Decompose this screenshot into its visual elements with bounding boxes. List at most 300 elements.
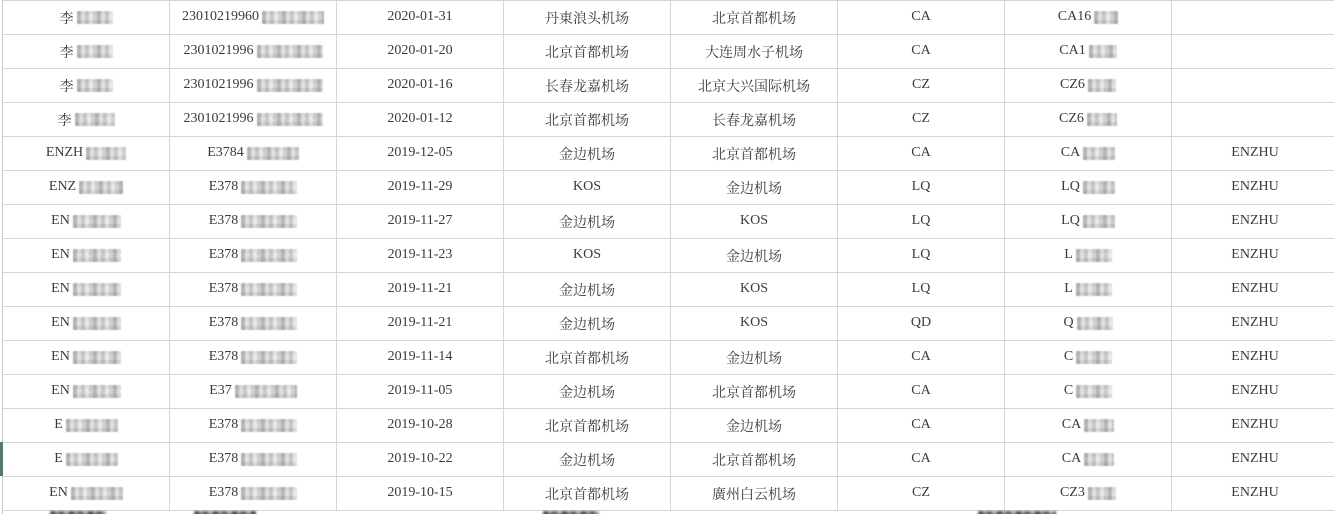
cell-text: CA [1061, 417, 1082, 433]
cell-text: E378 [208, 179, 239, 195]
cell-text: E378 [208, 485, 239, 501]
cell-id_no[interactable] [170, 443, 337, 477]
cell-id_no[interactable] [170, 375, 337, 409]
redaction-mosaic [73, 249, 121, 262]
redaction-mosaic [1089, 45, 1117, 58]
cell-text: E37 [209, 383, 232, 399]
cell-name[interactable] [3, 137, 170, 171]
redaction-mosaic [66, 453, 118, 466]
cell-text: E [54, 417, 63, 433]
cell-arrival[interactable] [671, 171, 838, 205]
redaction-mosaic [75, 113, 115, 126]
cell-airline[interactable] [838, 35, 1005, 69]
cell-text: 北京首都机场 [545, 45, 629, 61]
redaction-mosaic [1094, 11, 1118, 24]
redaction-mosaic [1076, 385, 1112, 398]
cell-arrival[interactable] [671, 35, 838, 69]
cell-text: 2019-11-21 [387, 281, 453, 297]
cell-text: ENZHU [1231, 383, 1279, 399]
cell-flight[interactable] [1005, 69, 1172, 103]
cell-text: 金边机场 [559, 283, 615, 299]
cell-text: 2019-11-29 [387, 179, 453, 195]
cell-date[interactable] [337, 239, 504, 273]
cell-text: CA [911, 9, 931, 25]
table-row [3, 375, 1334, 409]
cell-date[interactable] [337, 137, 504, 171]
cell-text: ENZ [48, 179, 77, 195]
cell-flight[interactable] [1005, 409, 1172, 443]
redaction-mosaic [1084, 419, 1114, 432]
table-row [3, 1, 1334, 35]
cell-text: E3784 [207, 145, 244, 161]
cell-text: EN [51, 383, 70, 399]
cell-text: KOS [739, 213, 768, 229]
cell-text: E [54, 451, 63, 467]
cell-text: E378 [208, 451, 239, 467]
cell-departure[interactable] [504, 69, 671, 103]
cell-text: 2019-11-27 [387, 213, 453, 229]
table-left-border [2, 0, 3, 514]
cell-text: EN [49, 485, 68, 501]
cell-text: 北京首都机场 [545, 351, 629, 367]
cell-text: C [1063, 383, 1074, 399]
cell-date[interactable] [337, 69, 504, 103]
cell-text: CZ6 [1060, 77, 1085, 93]
cell-departure[interactable] [504, 137, 671, 171]
redaction-mosaic [73, 351, 121, 364]
cell-text: 北京首都机场 [545, 487, 629, 503]
cell-departure[interactable] [504, 171, 671, 205]
cell-text: ENZHU [1231, 179, 1279, 195]
cell-id_no[interactable] [170, 205, 337, 239]
cell-text: E378 [208, 281, 239, 297]
cell-text: 李 [57, 113, 72, 129]
cell-departure[interactable] [504, 341, 671, 375]
cell-text: EN [51, 281, 70, 297]
table-row [3, 239, 1334, 273]
cell-text: QD [910, 315, 932, 331]
cell-departure[interactable] [504, 205, 671, 239]
cell-date[interactable] [337, 205, 504, 239]
cell-airline[interactable] [838, 409, 1005, 443]
cell-text: KOS [572, 179, 601, 195]
cell-agent[interactable] [1172, 103, 1334, 137]
redaction-mosaic [241, 419, 297, 432]
cell-date[interactable] [337, 103, 504, 137]
cell-text: 金边机场 [559, 453, 615, 469]
cell-text: 北京首都机场 [545, 113, 629, 129]
cell-date[interactable] [337, 341, 504, 375]
cell-flight[interactable] [1005, 1, 1172, 35]
cell-agent[interactable] [1172, 239, 1334, 273]
table-row [3, 307, 1334, 341]
cell-agent[interactable] [1172, 375, 1334, 409]
cell-date[interactable] [337, 171, 504, 205]
cell-airline[interactable] [838, 239, 1005, 273]
redaction-mosaic [86, 147, 126, 160]
cell-date[interactable] [337, 1, 504, 35]
cell-airline[interactable] [838, 443, 1005, 477]
cell-arrival[interactable] [671, 307, 838, 341]
cell-arrival[interactable] [671, 137, 838, 171]
cell-flight[interactable] [1005, 273, 1172, 307]
cell-text: E378 [208, 417, 239, 433]
cell-text: EN [51, 213, 70, 229]
cell-text: KOS [572, 247, 601, 263]
redaction-mosaic [257, 45, 323, 58]
cell-text: L [1064, 281, 1073, 297]
cell-departure[interactable] [504, 477, 671, 511]
table-row [3, 341, 1334, 375]
cell-flight[interactable] [1005, 103, 1172, 137]
cell-text: 北京首都机场 [712, 385, 796, 401]
cell-id_no[interactable] [170, 341, 337, 375]
redaction-mosaic [73, 283, 121, 296]
cell-arrival[interactable] [671, 375, 838, 409]
cell-text: 金边机场 [726, 249, 782, 265]
table-row [3, 35, 1334, 69]
redaction-mosaic [235, 385, 297, 398]
cell-text: CZ [912, 77, 930, 93]
cell-text: 2019-11-21 [387, 315, 453, 331]
cell-text: ENZHU [1231, 417, 1279, 433]
cell-flight[interactable] [1005, 137, 1172, 171]
redaction-mosaic [77, 11, 113, 24]
cell-text: 2020-01-16 [387, 77, 453, 93]
cell-text: E378 [208, 247, 239, 263]
cell-name[interactable] [3, 375, 170, 409]
cell-text: ENZHU [1231, 451, 1279, 467]
cell-arrival[interactable] [671, 273, 838, 307]
cell-departure[interactable] [504, 103, 671, 137]
cell-text: CA [911, 349, 931, 365]
cell-arrival[interactable] [671, 103, 838, 137]
cell-departure[interactable] [504, 409, 671, 443]
cell-text: KOS [739, 315, 768, 331]
cell-airline[interactable] [838, 103, 1005, 137]
cell-arrival[interactable] [671, 341, 838, 375]
cell-text: 北京首都机场 [545, 419, 629, 435]
cell-id_no[interactable] [170, 409, 337, 443]
cell-text: 金边机场 [726, 419, 782, 435]
cell-text: ENZHU [1231, 247, 1279, 263]
cell-agent[interactable] [1172, 171, 1334, 205]
cell-agent[interactable] [1172, 443, 1334, 477]
cell-name[interactable] [3, 35, 170, 69]
cell-text: 北京首都机场 [712, 147, 796, 163]
cell-text: 金边机场 [726, 351, 782, 367]
cell-airline[interactable] [838, 341, 1005, 375]
cell-text: CA [1061, 451, 1082, 467]
cell-text: ENZHU [1231, 485, 1279, 501]
redaction-mosaic [77, 79, 113, 92]
redaction-mosaic [1076, 283, 1112, 296]
cell-text: 长春龙嘉机场 [712, 113, 796, 129]
redaction-mosaic [241, 215, 297, 228]
cell-text: L [1064, 247, 1073, 263]
cell-name[interactable] [3, 409, 170, 443]
cell-id_no[interactable] [170, 239, 337, 273]
cell-text: ENZH [45, 145, 84, 161]
cell-text: 2020-01-20 [387, 43, 453, 59]
redaction-mosaic [257, 79, 323, 92]
redaction-mosaic [241, 181, 297, 194]
cell-text: LQ [1061, 213, 1080, 229]
cell-text: E378 [208, 349, 239, 365]
cell-text: 金边机场 [726, 181, 782, 197]
cell-text: CA16 [1057, 9, 1092, 25]
cell-text: LQ [911, 213, 931, 229]
cell-departure[interactable] [504, 307, 671, 341]
cell-agent[interactable] [1172, 35, 1334, 69]
cell-text: 金边机场 [559, 147, 615, 163]
cell-text: ENZHU [1231, 213, 1279, 229]
cell-name[interactable] [3, 69, 170, 103]
cell-text: CA [1060, 145, 1081, 161]
cell-id_no[interactable] [170, 137, 337, 171]
cell-text: 2019-10-22 [387, 451, 453, 467]
cell-text: 金边机场 [559, 215, 615, 231]
redaction-mosaic [1077, 317, 1113, 330]
cell-departure[interactable] [504, 443, 671, 477]
cell-agent[interactable] [1172, 1, 1334, 35]
cell-arrival[interactable] [671, 409, 838, 443]
redaction-mosaic [1088, 487, 1116, 500]
cell-flight[interactable] [1005, 171, 1172, 205]
cell-name[interactable] [3, 239, 170, 273]
redaction-mosaic [1084, 453, 1114, 466]
cell-text: 廣州白云机场 [712, 487, 796, 503]
cell-text: Q [1063, 315, 1074, 331]
redaction-mosaic [1076, 351, 1112, 364]
table-row [3, 205, 1334, 239]
flight-records-table [2, 0, 1334, 511]
cell-text: 2019-10-28 [387, 417, 453, 433]
cell-text: 李 [59, 11, 74, 27]
cell-date[interactable] [337, 477, 504, 511]
cell-agent[interactable] [1172, 205, 1334, 239]
table-row [3, 273, 1334, 307]
cell-arrival[interactable] [671, 1, 838, 35]
cell-date[interactable] [337, 443, 504, 477]
cell-departure[interactable] [504, 375, 671, 409]
cell-name[interactable] [3, 443, 170, 477]
cell-airline[interactable] [838, 307, 1005, 341]
table-row [3, 103, 1334, 137]
redaction-mosaic [1083, 215, 1115, 228]
cell-text: KOS [739, 281, 768, 297]
cell-text: 2019-11-23 [387, 247, 453, 263]
redaction-mosaic [66, 419, 118, 432]
cell-flight[interactable] [1005, 239, 1172, 273]
cell-text: 2020-01-12 [387, 111, 453, 127]
redaction-mosaic [1087, 113, 1117, 126]
cell-flight[interactable] [1005, 443, 1172, 477]
cell-text: 2019-11-05 [387, 383, 453, 399]
redaction-mosaic [241, 351, 297, 364]
redaction-mosaic [247, 147, 299, 160]
redaction-mosaic [241, 317, 297, 330]
cell-text: ENZHU [1231, 349, 1279, 365]
cell-text: CA [911, 43, 931, 59]
cell-flight[interactable] [1005, 205, 1172, 239]
cell-text: 李 [59, 79, 74, 95]
redaction-mosaic [257, 113, 323, 126]
cell-text: 北京首都机场 [712, 11, 796, 27]
cell-airline[interactable] [838, 1, 1005, 35]
redaction-mosaic [241, 249, 297, 262]
cell-text: 金边机场 [559, 317, 615, 333]
cell-id_no[interactable] [170, 1, 337, 35]
cell-airline[interactable] [838, 375, 1005, 409]
cell-date[interactable] [337, 409, 504, 443]
redaction-mosaic [73, 317, 121, 330]
cell-id_no[interactable] [170, 171, 337, 205]
table-row [3, 477, 1334, 511]
table-row [3, 409, 1334, 443]
cell-id_no[interactable] [170, 35, 337, 69]
redaction-mosaic [73, 215, 121, 228]
cell-arrival[interactable] [671, 477, 838, 511]
cell-text: EN [51, 315, 70, 331]
cell-text: 2019-10-15 [387, 485, 453, 501]
cell-text: LQ [1061, 179, 1080, 195]
cell-date[interactable] [337, 307, 504, 341]
cell-date[interactable] [337, 273, 504, 307]
cell-text: ENZHU [1231, 315, 1279, 331]
cell-text: 北京大兴国际机场 [698, 79, 810, 95]
cell-airline[interactable] [838, 273, 1005, 307]
cell-airline[interactable] [838, 171, 1005, 205]
cell-name[interactable] [3, 477, 170, 511]
redaction-mosaic [262, 11, 324, 24]
cell-text: CZ [912, 485, 930, 501]
cell-id_no[interactable] [170, 103, 337, 137]
cell-name[interactable] [3, 205, 170, 239]
redaction-mosaic [241, 283, 297, 296]
redaction-mosaic [1088, 79, 1116, 92]
table-row [3, 137, 1334, 171]
cell-flight[interactable] [1005, 35, 1172, 69]
cell-id_no[interactable] [170, 273, 337, 307]
cell-date[interactable] [337, 375, 504, 409]
cell-departure[interactable] [504, 1, 671, 35]
cell-text: CA [911, 383, 931, 399]
cell-arrival[interactable] [671, 443, 838, 477]
cell-text: CZ6 [1059, 111, 1084, 127]
redaction-mosaic [1083, 147, 1115, 160]
cell-airline[interactable] [838, 205, 1005, 239]
redaction-mosaic [73, 385, 121, 398]
cell-flight[interactable] [1005, 477, 1172, 511]
cell-name[interactable] [3, 103, 170, 137]
cell-text: 大连周水子机场 [705, 45, 803, 61]
cell-agent[interactable] [1172, 341, 1334, 375]
cell-id_no[interactable] [170, 307, 337, 341]
row-selection-marker [0, 442, 3, 476]
cell-name[interactable] [3, 341, 170, 375]
cell-text: CA [911, 145, 931, 161]
cell-departure[interactable] [504, 35, 671, 69]
cell-name[interactable] [3, 1, 170, 35]
cell-name[interactable] [3, 273, 170, 307]
cell-text: CZ [912, 111, 930, 127]
table-row [3, 171, 1334, 205]
cell-text: EN [51, 349, 70, 365]
cell-departure[interactable] [504, 273, 671, 307]
cell-id_no[interactable] [170, 477, 337, 511]
cell-agent[interactable] [1172, 69, 1334, 103]
redaction-mosaic [241, 453, 297, 466]
cell-flight[interactable] [1005, 341, 1172, 375]
cell-text: 北京首都机场 [712, 453, 796, 469]
cell-text: 23010219960 [182, 9, 259, 25]
cell-agent[interactable] [1172, 307, 1334, 341]
cell-flight[interactable] [1005, 375, 1172, 409]
cell-airline[interactable] [838, 477, 1005, 511]
redaction-mosaic [1076, 249, 1112, 262]
cell-text: ENZHU [1231, 145, 1279, 161]
table-body [3, 1, 1334, 511]
cell-flight[interactable] [1005, 307, 1172, 341]
cell-agent[interactable] [1172, 409, 1334, 443]
cell-text: 长春龙嘉机场 [545, 79, 629, 95]
cell-airline[interactable] [838, 137, 1005, 171]
cell-text: 2019-11-14 [387, 349, 453, 365]
cell-text: CA [911, 451, 931, 467]
cell-agent[interactable] [1172, 477, 1334, 511]
cell-text: ENZHU [1231, 281, 1279, 297]
cell-arrival[interactable] [671, 239, 838, 273]
cell-text: CA1 [1059, 43, 1086, 59]
redaction-mosaic [241, 487, 297, 500]
cell-text: 2020-01-31 [387, 9, 453, 25]
cell-text: CA [911, 417, 931, 433]
cell-text: LQ [911, 281, 931, 297]
cell-text: LQ [911, 179, 931, 195]
cell-text: 2301021996 [183, 77, 254, 93]
redaction-mosaic [79, 181, 123, 194]
cell-id_no[interactable] [170, 69, 337, 103]
cell-text: E378 [208, 315, 239, 331]
cell-text: EN [51, 247, 70, 263]
cell-agent[interactable] [1172, 273, 1334, 307]
cell-agent[interactable] [1172, 137, 1334, 171]
cell-text: C [1063, 349, 1074, 365]
cell-text: 2301021996 [183, 111, 254, 127]
cell-name[interactable] [3, 307, 170, 341]
cell-text: LQ [911, 247, 931, 263]
cell-text: 2301021996 [183, 43, 254, 59]
partial-next-row [0, 510, 1334, 514]
cell-text: 金边机场 [559, 385, 615, 401]
cell-text: 丹東浪头机场 [545, 11, 629, 27]
cell-airline[interactable] [838, 69, 1005, 103]
cell-text: 2019-12-05 [387, 145, 453, 161]
cell-name[interactable] [3, 171, 170, 205]
redaction-mosaic [1083, 181, 1115, 194]
cell-text: E378 [208, 213, 239, 229]
cell-departure[interactable] [504, 239, 671, 273]
redaction-mosaic [77, 45, 113, 58]
redaction-mosaic [71, 487, 123, 500]
cell-text: CZ3 [1060, 485, 1085, 501]
cell-arrival[interactable] [671, 205, 838, 239]
table-row [3, 443, 1334, 477]
cell-arrival[interactable] [671, 69, 838, 103]
table-row [3, 69, 1334, 103]
cell-date[interactable] [337, 35, 504, 69]
